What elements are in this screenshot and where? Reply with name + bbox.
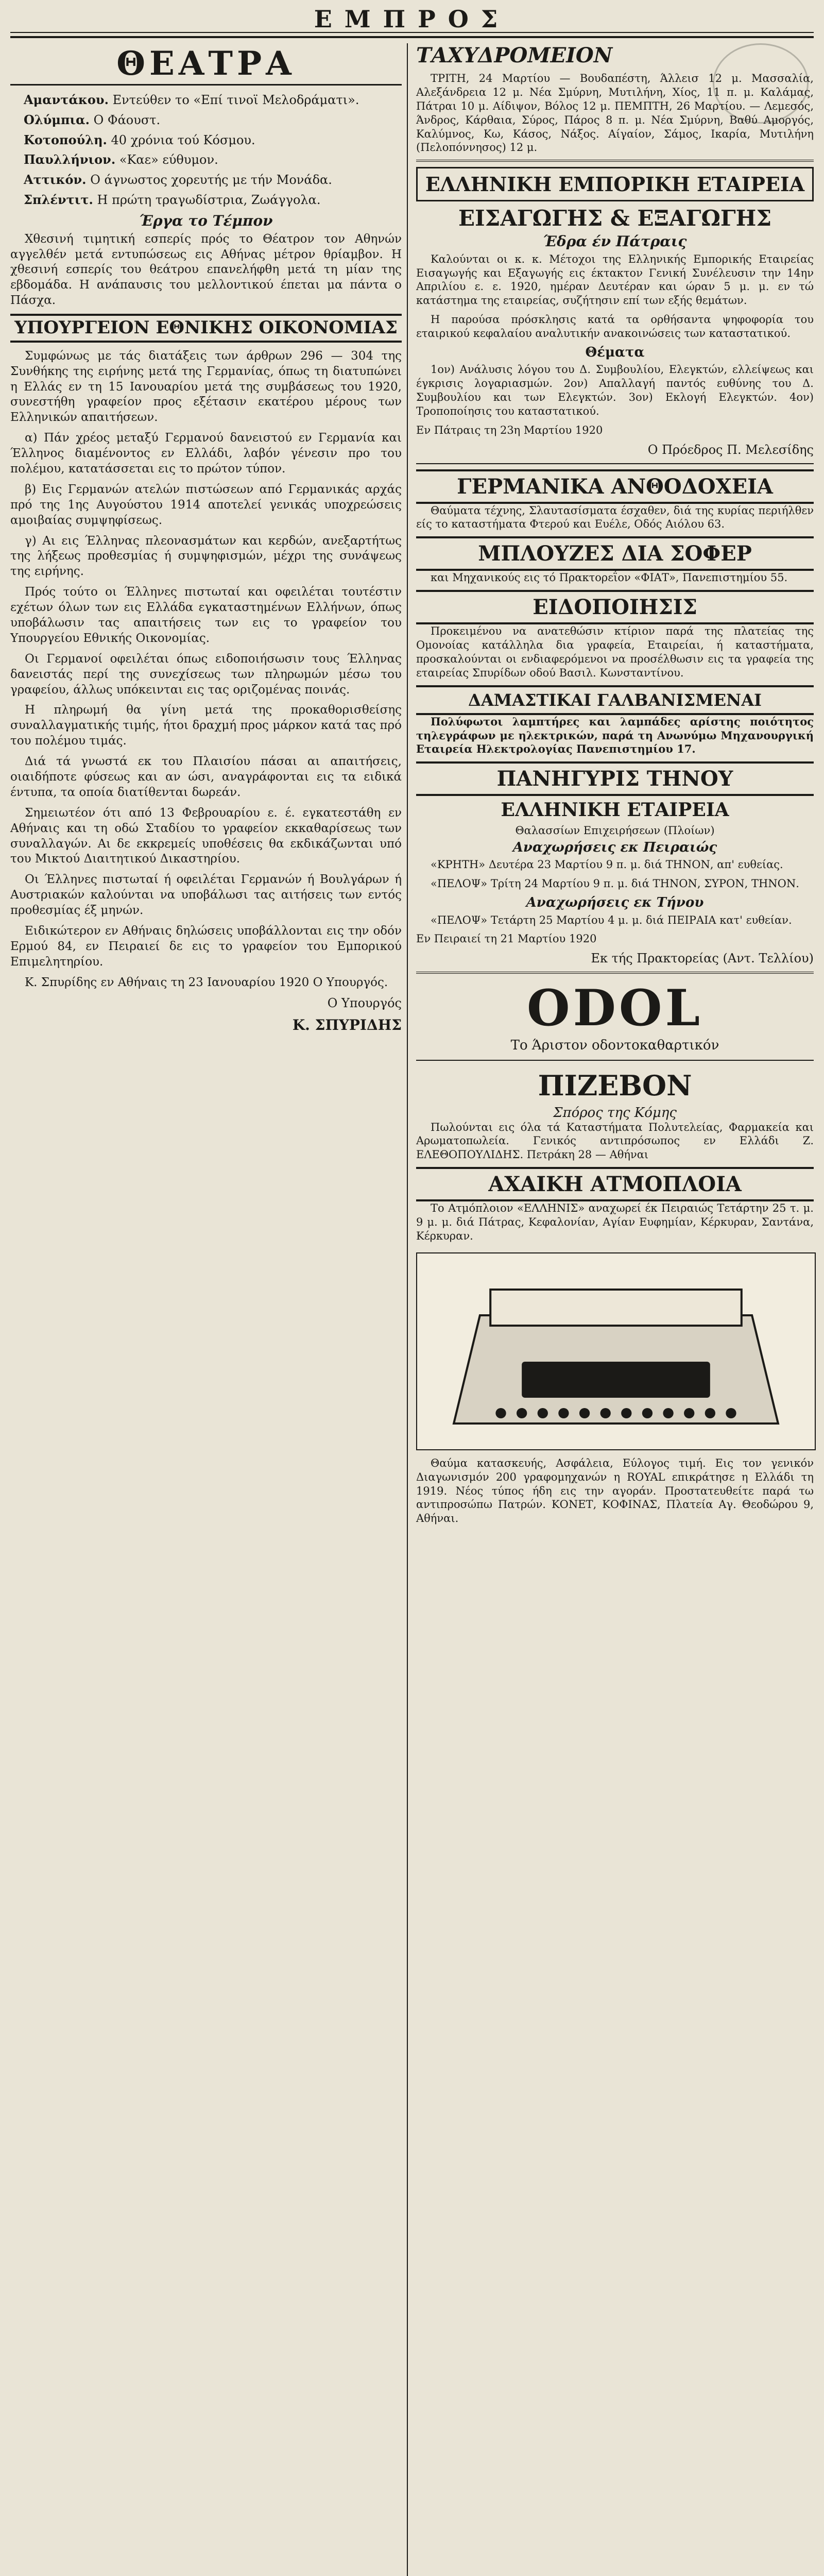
theatre-item-text: Εντεύθεν το «Επί τινοϊ Μελοδράματι». — [112, 93, 359, 108]
steamer-ad — [416, 1167, 814, 1243]
odol-subtitle: Το Άριστον οδοντοκαθαρτικόν — [510, 1038, 719, 1054]
lamp-title: ΔΑΜΑΣΤΙΚΑΙ ΓΑΛΒΑΝΙΣΜΕΝΑΙ — [416, 685, 814, 715]
masthead-rule — [10, 32, 814, 33]
florist-ad — [416, 469, 814, 532]
tinos-line4: Αναχωρήσεις εκ Τήνου — [526, 895, 704, 911]
separator — [416, 160, 814, 162]
ministry-paragraph: Διά τά γνωστά εκ του Πλαισίου πάσαι αι απαιτήσεις, οιαιδήποτε φύσεως και αν ώσι, αναγράφονται εις τα ειδικά έντυπα, τα οποία διατίθενται δωρεάν. — [10, 755, 402, 799]
column-divider — [407, 43, 408, 2576]
masthead — [10, 5, 814, 38]
tinos-subsub: Θαλασσίων Επιχειρήσεων (Πλοίων) — [515, 824, 715, 837]
theatre-note-title: Έργα το Τέμπον — [139, 212, 273, 230]
postmark-stamp — [713, 43, 809, 124]
ministry-paragraph: α) Πάν χρέος μεταξύ Γερμανού δανειστού εν Γερμανία και Έλληνος διαμένοντος εν Ελλάδι, λαβόν γένεσιν προ του πολέμου, κατατάσσεται εις το πρώτον τύπον. — [10, 431, 402, 476]
theatre-item-name: Σπλέντιτ. — [24, 192, 93, 207]
ministry-title: ΥΠΟΥΡΓΕΙΟΝ ΕΘΝΙΚΗΣ ΟΙΚΟΝΟΜΙΑΣ — [10, 314, 402, 343]
theatre-item-text: 40 χρόνια τού Κόσμου. — [111, 132, 255, 147]
ministry-section — [10, 314, 402, 1033]
ministry-sign-name: Κ. ΣΠΥΡΙΔΗΣ — [292, 1016, 402, 1033]
jackets-text: και Μηχανικούς εις τό Πρακτορεΐον «ΦΙΑΤ», Πανεπιστημίου 55. — [431, 571, 788, 584]
pizon-title: ΠΙΖΕΒΟΝ — [538, 1069, 692, 1102]
pizon-text: Πωλούνται εις όλα τά Καταστήματα Πολυτελείας, Φαρμακεία και Αρωματοπωλεία. Γενικός αντιπρόσωπος εν Ελλάδι Ζ. ΕΛΕΘΟΠΟΥΛΙΔΗΣ. Πετράκη 28 — Αθήναι — [416, 1121, 814, 1161]
ministry-body — [10, 349, 402, 991]
ministry-paragraph: Πρός τούτο οι Έλληνες πιστωταί και οφειλέται τουτέστιν εχέτων όλων των εις Ελλάδα εγκαταστημένων Ελλήνων, όπως υποβάλωσιν τας απαιτήσεις των εις το γραφείον του Υπουργείου Εθνικής Οικονομίας. — [10, 585, 402, 645]
theatre-title: ΘΕΑΤΡΑ — [10, 46, 402, 86]
theatre-note-text: Χθεσινή τιμητική εσπερίς πρός το Θέατρον τον Αθηνών αγγελθέν μετά εντυπώσεως εις Αθήνας μέτρον θρίαμβον. Η χθεσινή εσπερίς του θεάτρου επανελήφθη μετά τη μίαν της εβδομάδα. Η ανάπαυσις του μελλοντικού έπεται μα πάντα ο Πάσχα. — [10, 232, 402, 308]
ministry-paragraph: Συμφώνως με τάς διατάξεις των άρθρων 296 — 304 της Συνθήκης της ειρήνης μετά της Γερμανίας, όπως τη διατυπώνει η Ελλάς εν τη 15 Ιανουαρίου μετά της συμβάσεως του 1920, συνεστήθη γραφείον προς εξέτασιν εκατέρου μέρους των Ελληνικών απαιτήσεων. — [10, 349, 402, 425]
company-subtitle: Έδρα έν Πάτραις — [543, 233, 687, 250]
company-name-bottom: ΕΙΣΑΓΩΓΗΣ & ΕΞΑΓΩΓΗΣ — [458, 206, 772, 231]
ministry-paragraph: Οι Γερμανοί οφειλέται όπως ειδοποιήσωσιν τους Έλληνας δανειστάς περί της συνεχίσεως των πληρωμών μέσω του γραφείου, άλλως υπόκεινται εις τας οριζομένας ποινάς. — [10, 652, 402, 697]
company-p2: Η παρούσα πρόσκλησις κατά τα ορθήσαντα ψηφοφορία του εταιρικού κεφαλαίου αναλυτικήν ανακοινώσεις των καταστατικού. — [416, 313, 814, 340]
company-p1: Καλούνται οι κ. κ. Μέτοχοι της Ελληνικής Εμπορικής Εταιρείας Εισαγωγής και Εξαγωγής εις έκτακτον Γενική Συνέλευσιν την 14ην Απριλίου ε. ε. 1920, ημέραν Δευτέραν και ώραν 5 μ. μ. εν τώ κατάστημα της εταιρείας, συζήτησιν επί των εξής θεμάτων. — [416, 252, 814, 307]
jackets-title: ΜΠΛΟΥΖΕΣ ΔΙΑ ΣΟΦΕΡ — [416, 536, 814, 571]
tinos-sign: Εκ τής Πρακτορείας (Αντ. Τελλίου) — [591, 951, 814, 966]
company-themes-title: Θέματα — [585, 344, 645, 360]
post-section — [416, 43, 814, 155]
right-column — [416, 43, 814, 1531]
notices-title: ΕΙΔΟΠΟΙΗΣΙΣ — [416, 590, 814, 624]
jackets-ad — [416, 536, 814, 585]
company-name-top: ΕΛΛΗΝΙΚΗ ΕΜΠΟΡΙΚΗ ΕΤΑΙΡΕΙΑ — [416, 167, 814, 201]
steamer-text: Το Ατμόπλοιον «ΕΛΛΗΝΙΣ» αναχωρεί έκ Πειραιώς Τετάρτην 25 τ. μ. 9 μ. μ. διά Πάτρας, Κεφαλονίαν, Αγίαν Ευφημίαν, Κέρκυραν, Σαντάνα, Κέρκυραν. — [416, 1202, 814, 1242]
notices-text: Προκειμένου να ανατεθώσιν κτίριον παρά της πλατείας της Ομονοίας κατάλληλα δια γραφεία, Εταιρείαι, ή καταστήματα, προσκαλούνται οι ενδιαφερόμενοι να προσέλθωσιν εις τα γραφεία της εταιρείας Σπυρίδων οδού Βασιλ. Κωνσταντίνου. — [416, 625, 814, 679]
company-sign: Ο Πρόεδρος Π. Μελεσίδης — [647, 442, 814, 457]
tinos-date: Εν Πειραιεί τη 21 Μαρτίου 1920 — [416, 933, 597, 945]
company-place: Εν Πάτραις τη 23η Μαρτίου 1920 — [416, 423, 603, 436]
tinos-ad — [416, 761, 814, 965]
tinos-line3: «ΠΕΛΟΨ» Τρίτη 24 Μαρτίου 9 π. μ. διά ΤΗΝΟΝ, ΣΥΡΟΝ, ΤΗΝΟΝ. — [431, 877, 799, 890]
odol-ad — [416, 979, 814, 1054]
theatre-item-name: Ολύμπια. — [24, 112, 90, 127]
royal-ad — [416, 1248, 814, 1526]
notice-ad — [416, 590, 814, 680]
theatre-item — [10, 151, 402, 168]
florist-text: Θαύματα τέχνης, Σλαυτασίσματα έσχαθεν, διά της κυρίας περιήλθεν είς το καταστήματα Φτερού και Ευέλε, Οδός Αιόλου 63. — [416, 504, 814, 531]
theatre-item-text: Ο άγνωστος χορευτής με τήν Μονάδα. — [90, 172, 332, 187]
ministry-paragraph: Η πληρωμή θα γίνη μετά της προκαθορισθείσης συναλλαγματικής τιμής, ήτοι δραχμή προς μάρκον κατά τας πρό του πολέμου τιμάς. — [10, 703, 402, 748]
florist-title: ΓΕΡΜΑΝΙΚΑ ΑΝΘΟΔΟΧΕΙΑ — [416, 469, 814, 504]
separator — [416, 972, 814, 974]
ministry-paragraph: Κ. Σπυρίδης εν Αθήναις τη 23 Ιανουαρίου 1920 Ο Υπουργός. — [25, 975, 388, 989]
tinos-title: ΠΑΝΗΓΥΡΙΣ ΤΗΝΟΥ — [416, 761, 814, 796]
steamer-title: ΑΧΑΙΚΗ ΑΤΜΟΠΛΟΙΑ — [416, 1167, 814, 1201]
royal-typewriter-illustration — [416, 1252, 816, 1450]
theatre-section — [10, 46, 402, 309]
theatre-item-name: Κοτοπούλη. — [24, 132, 107, 147]
theatre-item-name: Αττικόν. — [24, 172, 87, 187]
theatre-item-text: Ο Φάουστ. — [93, 112, 161, 127]
theatre-item — [10, 92, 402, 109]
tinos-line1: Αναχωρήσεις εκ Πειραιώς — [512, 840, 717, 856]
company-notice — [416, 167, 814, 456]
lamp-ad — [416, 685, 814, 757]
royal-text: Θαύμα κατασκευής, Ασφάλεια, Εύλογος τιμή. Εις τον γενικόν Διαγωνισμόν 200 γραφομηχανών η ROYAL επικράτησε η Ελλάδι τη 1919. Νέος τύπος ήδη εις την αγοράν. Προστατευθείτε παρά τω αντιπροσώπω Πατρών. ΚΟΝΕΤ, ΚΟΦΙΝΑΣ, Πλατεία Αγ. Θεοδώρου 9, Αθήναι. — [416, 1456, 814, 1525]
theatre-item — [10, 172, 402, 189]
ministry-sign-role: Ο Υπουργός — [327, 995, 402, 1010]
ministry-paragraph: γ) Αι εις Έλληνας πλεονασμάτων και κερδών, ανεξαρτήτως της λήξεως προθεσμίας ή συμψηφισμών, μέχρι της συνάψεως της ειρήνης. — [10, 534, 402, 579]
theatre-item-text: «Καε» εύθυμον. — [119, 152, 218, 167]
separator — [416, 463, 814, 464]
pizon-ad — [416, 1066, 814, 1162]
theatre-list — [10, 92, 402, 208]
left-column — [10, 43, 402, 1040]
post-title: ΤΑΧΥΔΡΟΜΕΙΟΝ — [416, 43, 613, 67]
ministry-paragraph: Σημειωτέον ότι από 13 Φεβρουαρίου ε. έ. εγκατεστάθη εν Αθήναις και τη οδώ Σταδίου το γραφείον εκκαθαρίσεως των συναλλαγών. Αι δε εκκρεμείς υποθέσεις θα εκδικάζωνται υπό του Μικτού Διαιτητικού Δικαστηρίου. — [10, 806, 402, 866]
masthead-title: ΕΜΠΡΟΣ — [314, 5, 510, 33]
ministry-paragraph: Οι Έλληνες πιστωταί ή οφειλέται Γερμανών ή Βουλγάρων ή Αυστριακών καλούνται να υποβάλωσι τας αιτήσεις των εντός προθεσμίας έξ μηνών. — [10, 873, 402, 918]
theatre-item — [10, 192, 402, 209]
ministry-paragraph: β) Εις Γερμανών ατελών πιστώσεων από Γερμανικάς αρχάς πρό της 1ης Αυγούστου 1914 αποτελεί γενικάς υποχρεώσεις αμοιβαίας συμψηφίσεως. — [10, 482, 402, 527]
tinos-subtitle: ΕΛΛΗΝΙΚΗ ΕΤΑΙΡΕΙΑ — [501, 799, 729, 821]
company-themes: 1ον) Ανάλυσις λόγου του Δ. Συμβουλίου, Ελεγκτών, ελλείψεως και έγκρισις λογαριασμών. 2ον) Απαλλαγή παντός ευθύνης του Δ. Συμβουλίου και των Ελεγκτών. 3ον) Εκλογή Ελεγκτών. 4ον) Τροποποίησις του καταστατικού. — [416, 363, 814, 417]
pizon-sub: Σπόρος της Κόμης — [553, 1105, 677, 1121]
theatre-item-name: Παυλλήνιον. — [24, 152, 116, 167]
theatre-item-text: Η πρώτη τραγωδίστρια, Ζωάγγολα. — [97, 192, 321, 207]
theatre-item — [10, 132, 402, 149]
tinos-line2: «ΚΡΗΤΗ» Δευτέρα 23 Μαρτίου 9 π. μ. διά ΤΗΝΟΝ, απ' ευθείας. — [431, 858, 783, 871]
tinos-line5: «ΠΕΛΟΨ» Τετάρτη 25 Μαρτίου 4 μ. μ. διά ΠΕΙΡΑΙΑ κατ' ευθείαν. — [431, 913, 792, 926]
separator — [416, 1060, 814, 1061]
theatre-item — [10, 112, 402, 129]
odol-title: ODOL — [527, 979, 703, 1038]
lamp-text: Πολύφωτοι λαμπτήρες και λαμπάδες αρίστης ποιότητος τηλεγράφων με ηλεκτρικών, παρά τη Ανωνύμω Μηχανουργική Εταιρεία Ηλεκτρολογίας Πανεπιστημίου 17. — [416, 715, 814, 756]
theatre-item-name: Αμαντάκου. — [24, 92, 109, 108]
post-text: ΤΡΙΤΗ, 24 Μαρτίου — Βουδαπέστη, Άλλεισ 12 μ. Μασσαλία, Αλεξάνδρεια 12 μ. Νέα Σμύρνη, Μυτιλήνη, Χίος, 11 π. μ. Καλάμας, Πάτραι 10 μ. Αίδιψον, Βόλος 12 μ. ΠΕΜΠΤΗ, 26 Μαρτίου. — Λεμεσός, Άνδρος, Κάρθαια, Σύρος, Πάρος 8 π. μ. Νέα Σμύρνη, Βαθύ Αμοργός, Καλύμνος, Κω, Κάσος, Νάξος. Αίγαίον, Σάμος, Ικαρία, Μυτιλήνη (Πελοπόννησος) 12 μ. — [416, 72, 814, 154]
ministry-paragraph: Ειδικώτερον εν Αθήναις δηλώσεις υποβάλλονται εις την οδόν Ερμού 84, εν Πειραιεί δε εις το γραφείον του Εμπορικού Επιμελητηρίου. — [10, 924, 402, 969]
